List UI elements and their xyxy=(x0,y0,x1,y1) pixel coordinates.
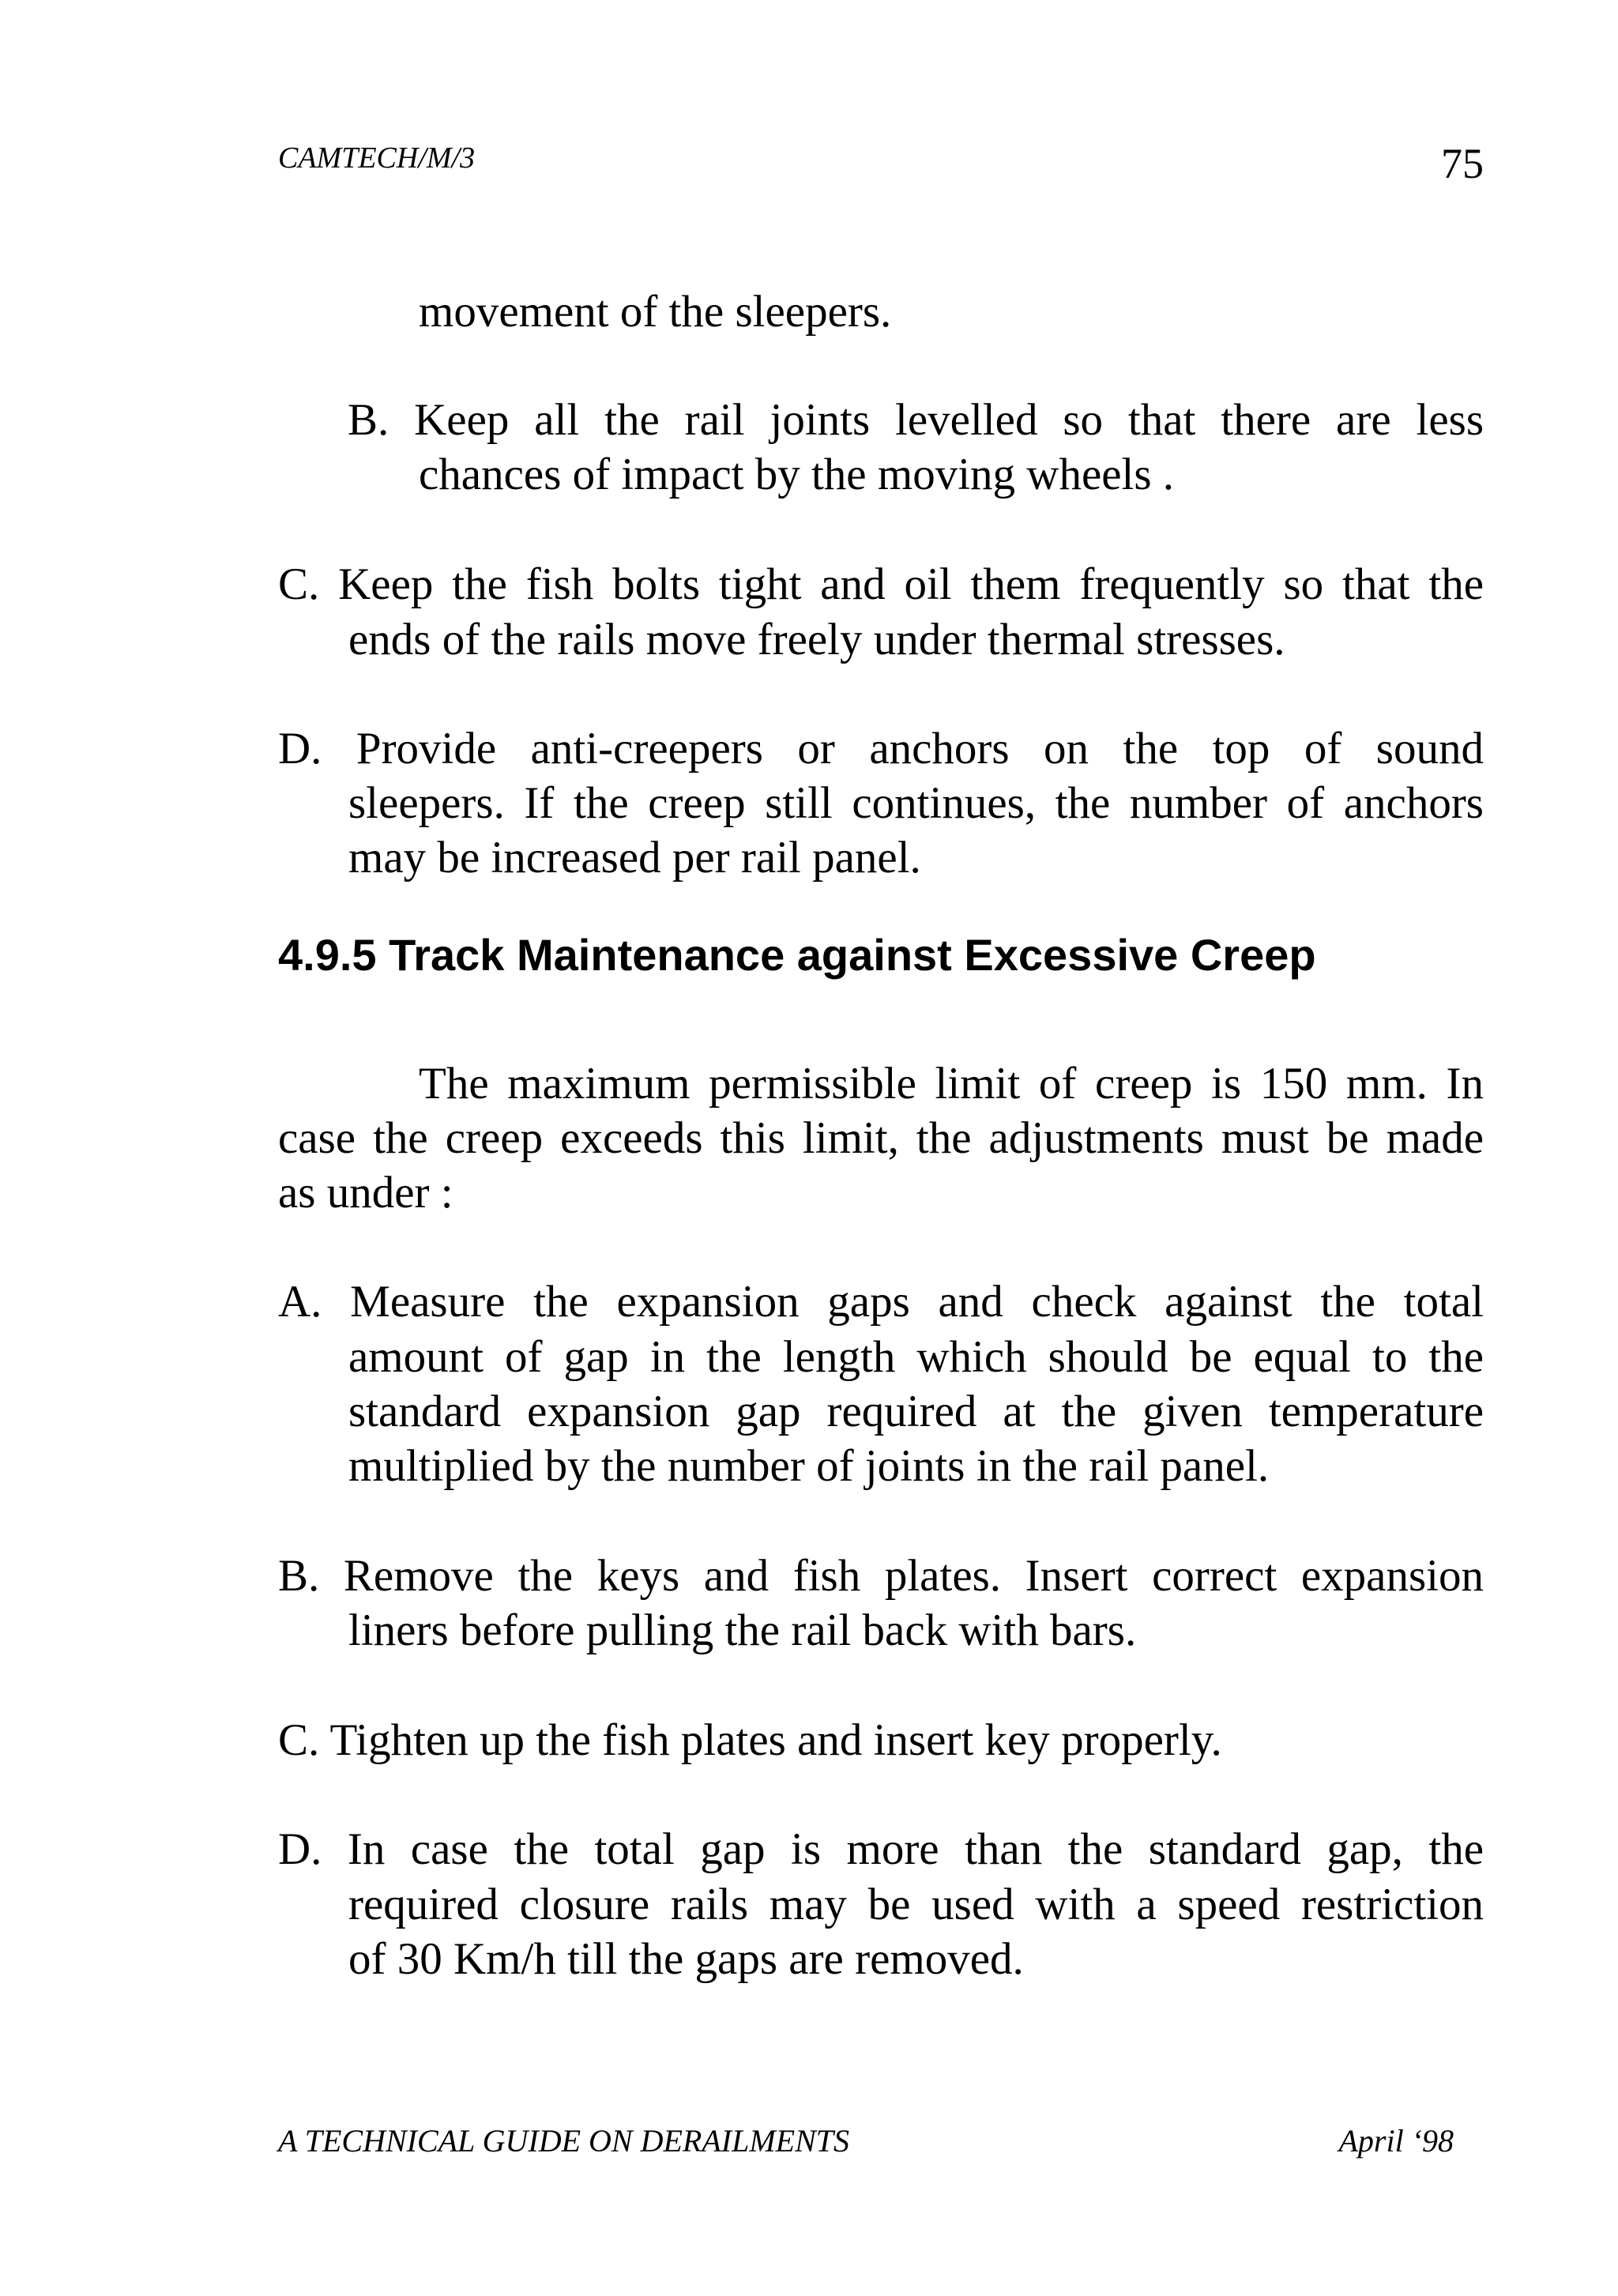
list-item-d2-line: required closure rails may be used with a speed restriction xyxy=(348,1880,1484,1929)
section-heading: 4.9.5 Track Maintenance against Excessive Creep xyxy=(278,930,1316,980)
list-item-a-line: A. Measure the expansion gaps and check against the total xyxy=(278,1277,1484,1327)
list-item-b2-line: liners before pulling the rail back with bars. xyxy=(348,1605,1137,1655)
document-code: CAMTECH/M/3 xyxy=(278,141,476,175)
list-item-d2-line: D. In case the total gap is more than the standard gap, the xyxy=(278,1824,1484,1874)
list-item-c-line: C. Keep the fish bolts tight and oil them frequently so that the xyxy=(278,559,1484,609)
list-item-a-line: multiplied by the number of joints in the rail panel. xyxy=(348,1441,1270,1491)
list-item-b2-line: B. Remove the keys and fish plates. Insert correct expansion xyxy=(278,1551,1484,1601)
list-item-d-line: sleepers. If the creep still continues, the number of anchors xyxy=(348,778,1484,828)
footer-title: A TECHNICAL GUIDE ON DERAILMENTS xyxy=(278,2123,850,2159)
list-item-c-line: ends of the rails move freely under thermal stresses. xyxy=(348,615,1285,664)
list-item-a-line: standard expansion gap required at the given temperature xyxy=(348,1387,1484,1436)
list-item-d-line: D. Provide anti-creepers or anchors on the top of sound xyxy=(278,724,1484,773)
list-item-a-line: amount of gap in the length which should be equal to the xyxy=(348,1332,1484,1382)
list-item-b-line: B. Keep all the rail joints levelled so that there are less xyxy=(348,395,1484,445)
text-line: movement of the sleepers. xyxy=(419,287,892,337)
footer-date: April ‘98 xyxy=(1338,2123,1454,2159)
paragraph-line: case the creep exceeds this limit, the adjustments must be made xyxy=(278,1113,1484,1163)
paragraph-line: The maximum permissible limit of creep is 150 mm. In xyxy=(419,1059,1484,1108)
page-number: 75 xyxy=(1441,140,1484,187)
list-item-d-line: may be increased per rail panel. xyxy=(348,833,921,883)
list-item-b-line: chances of impact by the moving wheels . xyxy=(419,450,1175,499)
paragraph-line: as under : xyxy=(278,1168,453,1218)
list-item-c2-line: C. Tighten up the fish plates and insert key properly. xyxy=(278,1715,1222,1765)
list-item-d2-line: of 30 Km/h till the gaps are removed. xyxy=(348,1934,1024,1984)
